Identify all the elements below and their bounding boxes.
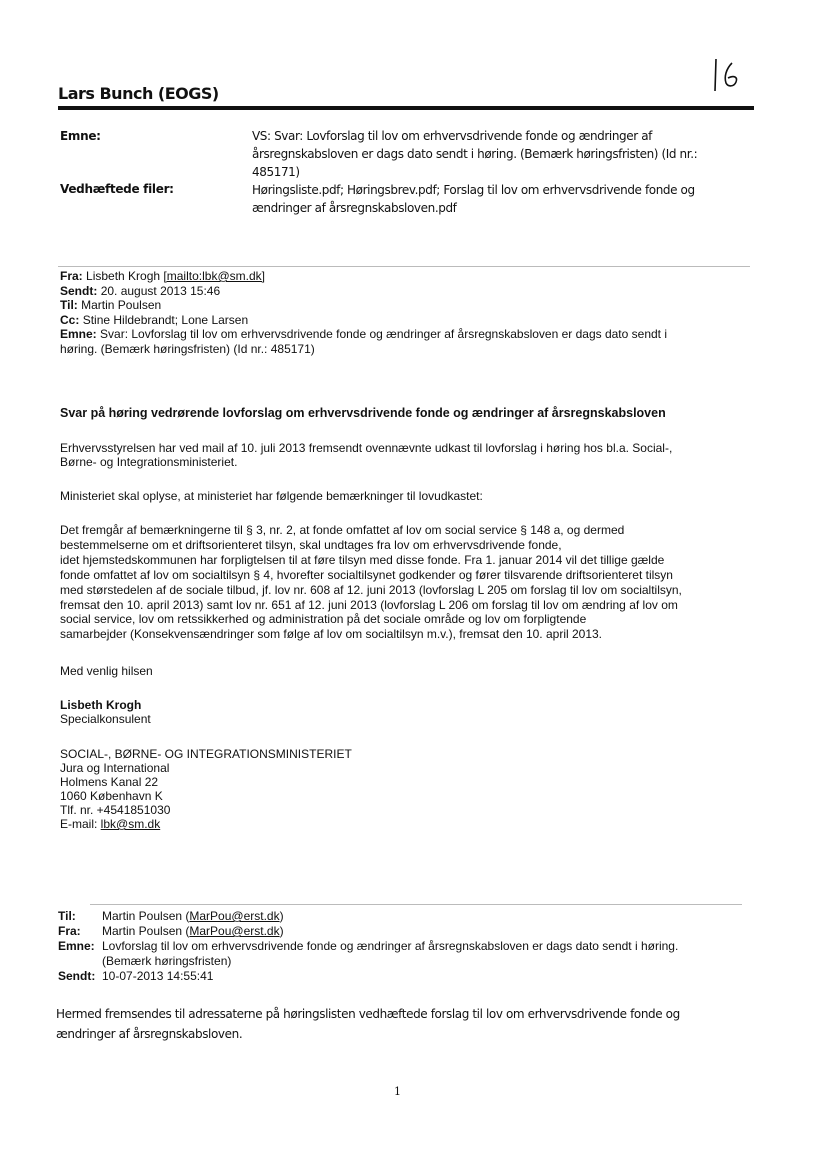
- letter-paragraph-2: Ministeriet skal oplyse, at ministeriet har følgende bemærkninger til lovudkastet:: [60, 489, 483, 503]
- signature-email-link[interactable]: lbk@sm.dk: [100, 817, 161, 831]
- separator-1: [58, 266, 750, 267]
- attachments-label: Vedhæftede filer:: [60, 182, 174, 196]
- handwritten-page-number: [708, 55, 758, 95]
- email2-from-row: Fra: Martin Poulsen (MarPou@erst.dk): [58, 924, 284, 938]
- separator-2: [90, 904, 742, 905]
- subject-value: VS: Svar: Lovforslag til lov om erhvervsdrivende fonde og ændringer af årsregnskabsloven er dags dato sendt i høring. (Bemærk høringsfristen) (Id nr.: 485171): [252, 129, 698, 179]
- address-block: SOCIAL-, BØRNE- OG INTEGRATIONSMINISTERIET Jura og International Holmens Kanal 22 1060 København K Tlf. nr. +4541851030 E-mail: lbk@sm.dk: [60, 747, 352, 831]
- email2-from-link[interactable]: MarPou@erst.dk: [189, 924, 280, 938]
- email2-sent-row: Sendt: 10-07-2013 14:55:41: [58, 969, 214, 983]
- email2-subject-line2: (Bemærk høringsfristen): [102, 954, 232, 968]
- email2-subject-row: Emne: Lovforslag til lov om erhvervsdrivende fonde og ændringer af årsregnskabsloven er dags dato sendt i høring.: [58, 939, 679, 953]
- email1-from-link[interactable]: [mailto:lbk@sm.dk]: [163, 269, 265, 283]
- attachments-value[interactable]: Høringsliste.pdf; Høringsbrev.pdf; Forslag til lov om erhvervsdrivende fonde og ændringer af årsregnskabsloven.pdf: [252, 183, 695, 215]
- email2-to-row: Til: Martin Poulsen (MarPou@erst.dk): [58, 909, 284, 923]
- subject-label: Emne:: [60, 129, 101, 143]
- page-number: 1: [394, 1085, 401, 1098]
- forward-text: Hermed fremsendes til adressaterne på høringslisten vedhæftede forslag til lov om erhvervsdrivende fonde og ændringer af årsregnskabsloven.: [56, 1007, 680, 1041]
- email2-to-link[interactable]: MarPou@erst.dk: [189, 909, 280, 923]
- letter-paragraph-1: Erhvervsstyrelsen har ved mail af 10. juli 2013 fremsendt ovennævnte udkast til lovforslag i høring hos bl.a. Social-, Børne- og Integrationsministeriet.: [60, 441, 673, 469]
- letter-paragraph-3: Det fremgår af bemærkningerne til § 3, nr. 2, at fonde omfattet af lov om social service § 148 a, og dermed bestemmelserne om et driftsorienteret tilsyn, skal undtages fra lov om erhvervsdrivende fonde, idet hjemstedskommunen har forpligtelsen til at føre tilsyn med disse fonde. Fra 1. januar 2014 vil det tillige gælde fonde omfattet af lov om socialtilsyn § 4, hvorefter socialtilsynet godkender og fører tilsvarende driftsorienteret tilsyn med størstedelen af de sociale tilbud, jf. lov nr. 608 af 12. juni 2013 (lovforslag L 205 om forslag til lov om socialtilsyn, fremsat den 10. april 2013) samt lov nr. 651 af 12. juni 2013 (lovforslag L 206 om forslag til lov om ændring af lov om social service, lov om retssikkerhed og administration på det sociale område og lov om forpligtende samarbejder (Konsekvensændringer som følge af lov om socialtilsyn m.v.), fremsat den 10. april 2013.: [60, 523, 682, 642]
- signature-block: Lisbeth Krogh Specialkonsulent: [60, 698, 151, 726]
- header-rule: [58, 106, 754, 110]
- sender-header-name: Lars Bunch (EOGS): [58, 84, 219, 103]
- letter-closing: Med venlig hilsen: [60, 664, 153, 678]
- letter-title: Svar på høring vedrørende lovforslag om erhvervsdrivende fonde og ændringer af årsregnskabsloven: [60, 406, 666, 420]
- email1-headers: Fra: Lisbeth Krogh [mailto:lbk@sm.dk] Sendt: 20. august 2013 15:46 Til: Martin Poulsen Cc: Stine Hildebrandt; Lone Larsen Emne: Svar: Lovforslag til lov om erhvervsdrivende fonde og ændringer af årsregnskabsloven er dags dato sendt i høring. (Bemærk høringsfristen) (Id nr.: 485171): [60, 269, 668, 356]
